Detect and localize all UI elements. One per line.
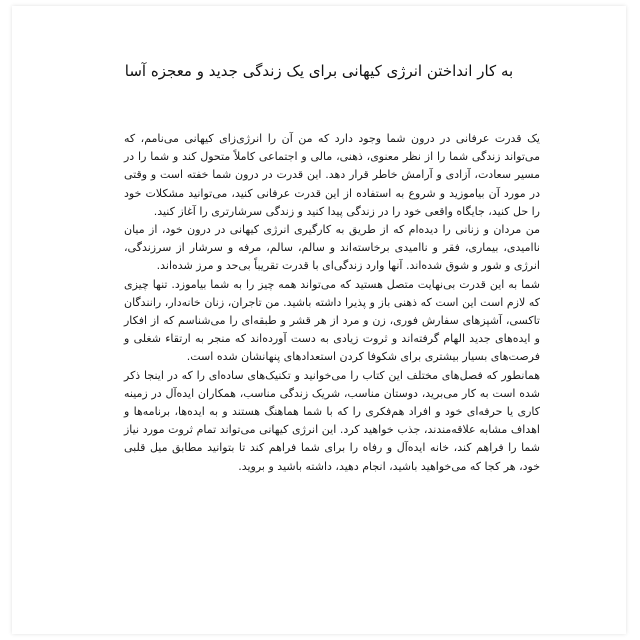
paragraph-4: همانطور که فصل‌های مختلف این کتاب را می‌خوانید و تکنیک‌های ساده‌ای را که در اینجا ذکر شده است به کار می‌برید، دوستان مناسب، شریک زندگی مناسب، همکاران ایده‌آل در زمینه کاری یا حرفه‌ای خود و افراد هم‌فکری را که با شما هماهنگ هستند و به ایده‌ها، برنامه‌ها و اهداف مشابه علاقه‌مندند، جذب خواهید کرد. این انرژی کیهانی می‌تواند تمام ثروت مورد نیاز شما را فراهم کند، خانه ایده‌آل و رفاه را برای شما فراهم کند تا بتوانید مطابق میل قلبی خود، هر کجا که می‌خواهید باشید، انجام دهید، داشته باشید و بروید. bbox=[124, 368, 540, 473]
document-page bbox=[12, 6, 626, 634]
paragraph-1: یک قدرت عرفانی در درون شما وجود دارد که من آن را انرژی‌زای کیهانی می‌نامم، که می‌تواند زندگی شما را از نظر معنوی، ذهنی، مالی و اجتماعی کاملاً متحول کند و شما را در مسیر سعادت، آزادی و آرامش خاطر قرار دهد. این قدرت در درون شما خفته است و وقتی در مورد آن بیاموزید و شروع به استفاده از این قدرت عرفانی کنید، می‌توانید مشکلات خود را حل کنید، جایگاه واقعی خود را در زندگی پیدا کنید و زندگی سرشارتری را آغاز کنید. bbox=[124, 132, 540, 218]
paragraph-3: شما به این قدرت بی‌نهایت متصل هستید که می‌تواند همه چیز را به شما بیاموزد. تنها چیزی که لازم است این است که ذهنی باز و پذیرا داشته باشید. من تاجران، زنان خانه‌دار، رانندگان تاکسی، آشپزهای سفارش فوری، زن و مرد از هر قشر و طبقه‌ای را می‌شناسم که از افکار و ایده‌های جدید الهام گرفته‌اند و ثروت زیادی به دست آورده‌اند که منجر به ارتقاء شغلی و فرصت‌های بسیار بیشتری برای شکوفا کردن استعدادهای پنهانشان شده است. bbox=[124, 277, 540, 364]
document-body bbox=[124, 130, 540, 476]
page-title: به کار انداختن انرژی کیهانی برای یک زندگی جدید و معجزه آسا bbox=[124, 62, 514, 80]
paragraph-2: من مردان و زنانی را دیده‌ام که از طریق به کارگیری انرژی کیهانی در درون خود، از میان ناامیدی، بیماری، فقر و ناامیدی برخاسته‌اند و سالم، سالم، مرفه و سرشار از سرزندگی، انرژی و شور و شوق شده‌اند. آنها وارد زندگی‌ای با قدرت تقریباً بی‌حد و مرز شده‌اند. bbox=[124, 223, 540, 273]
